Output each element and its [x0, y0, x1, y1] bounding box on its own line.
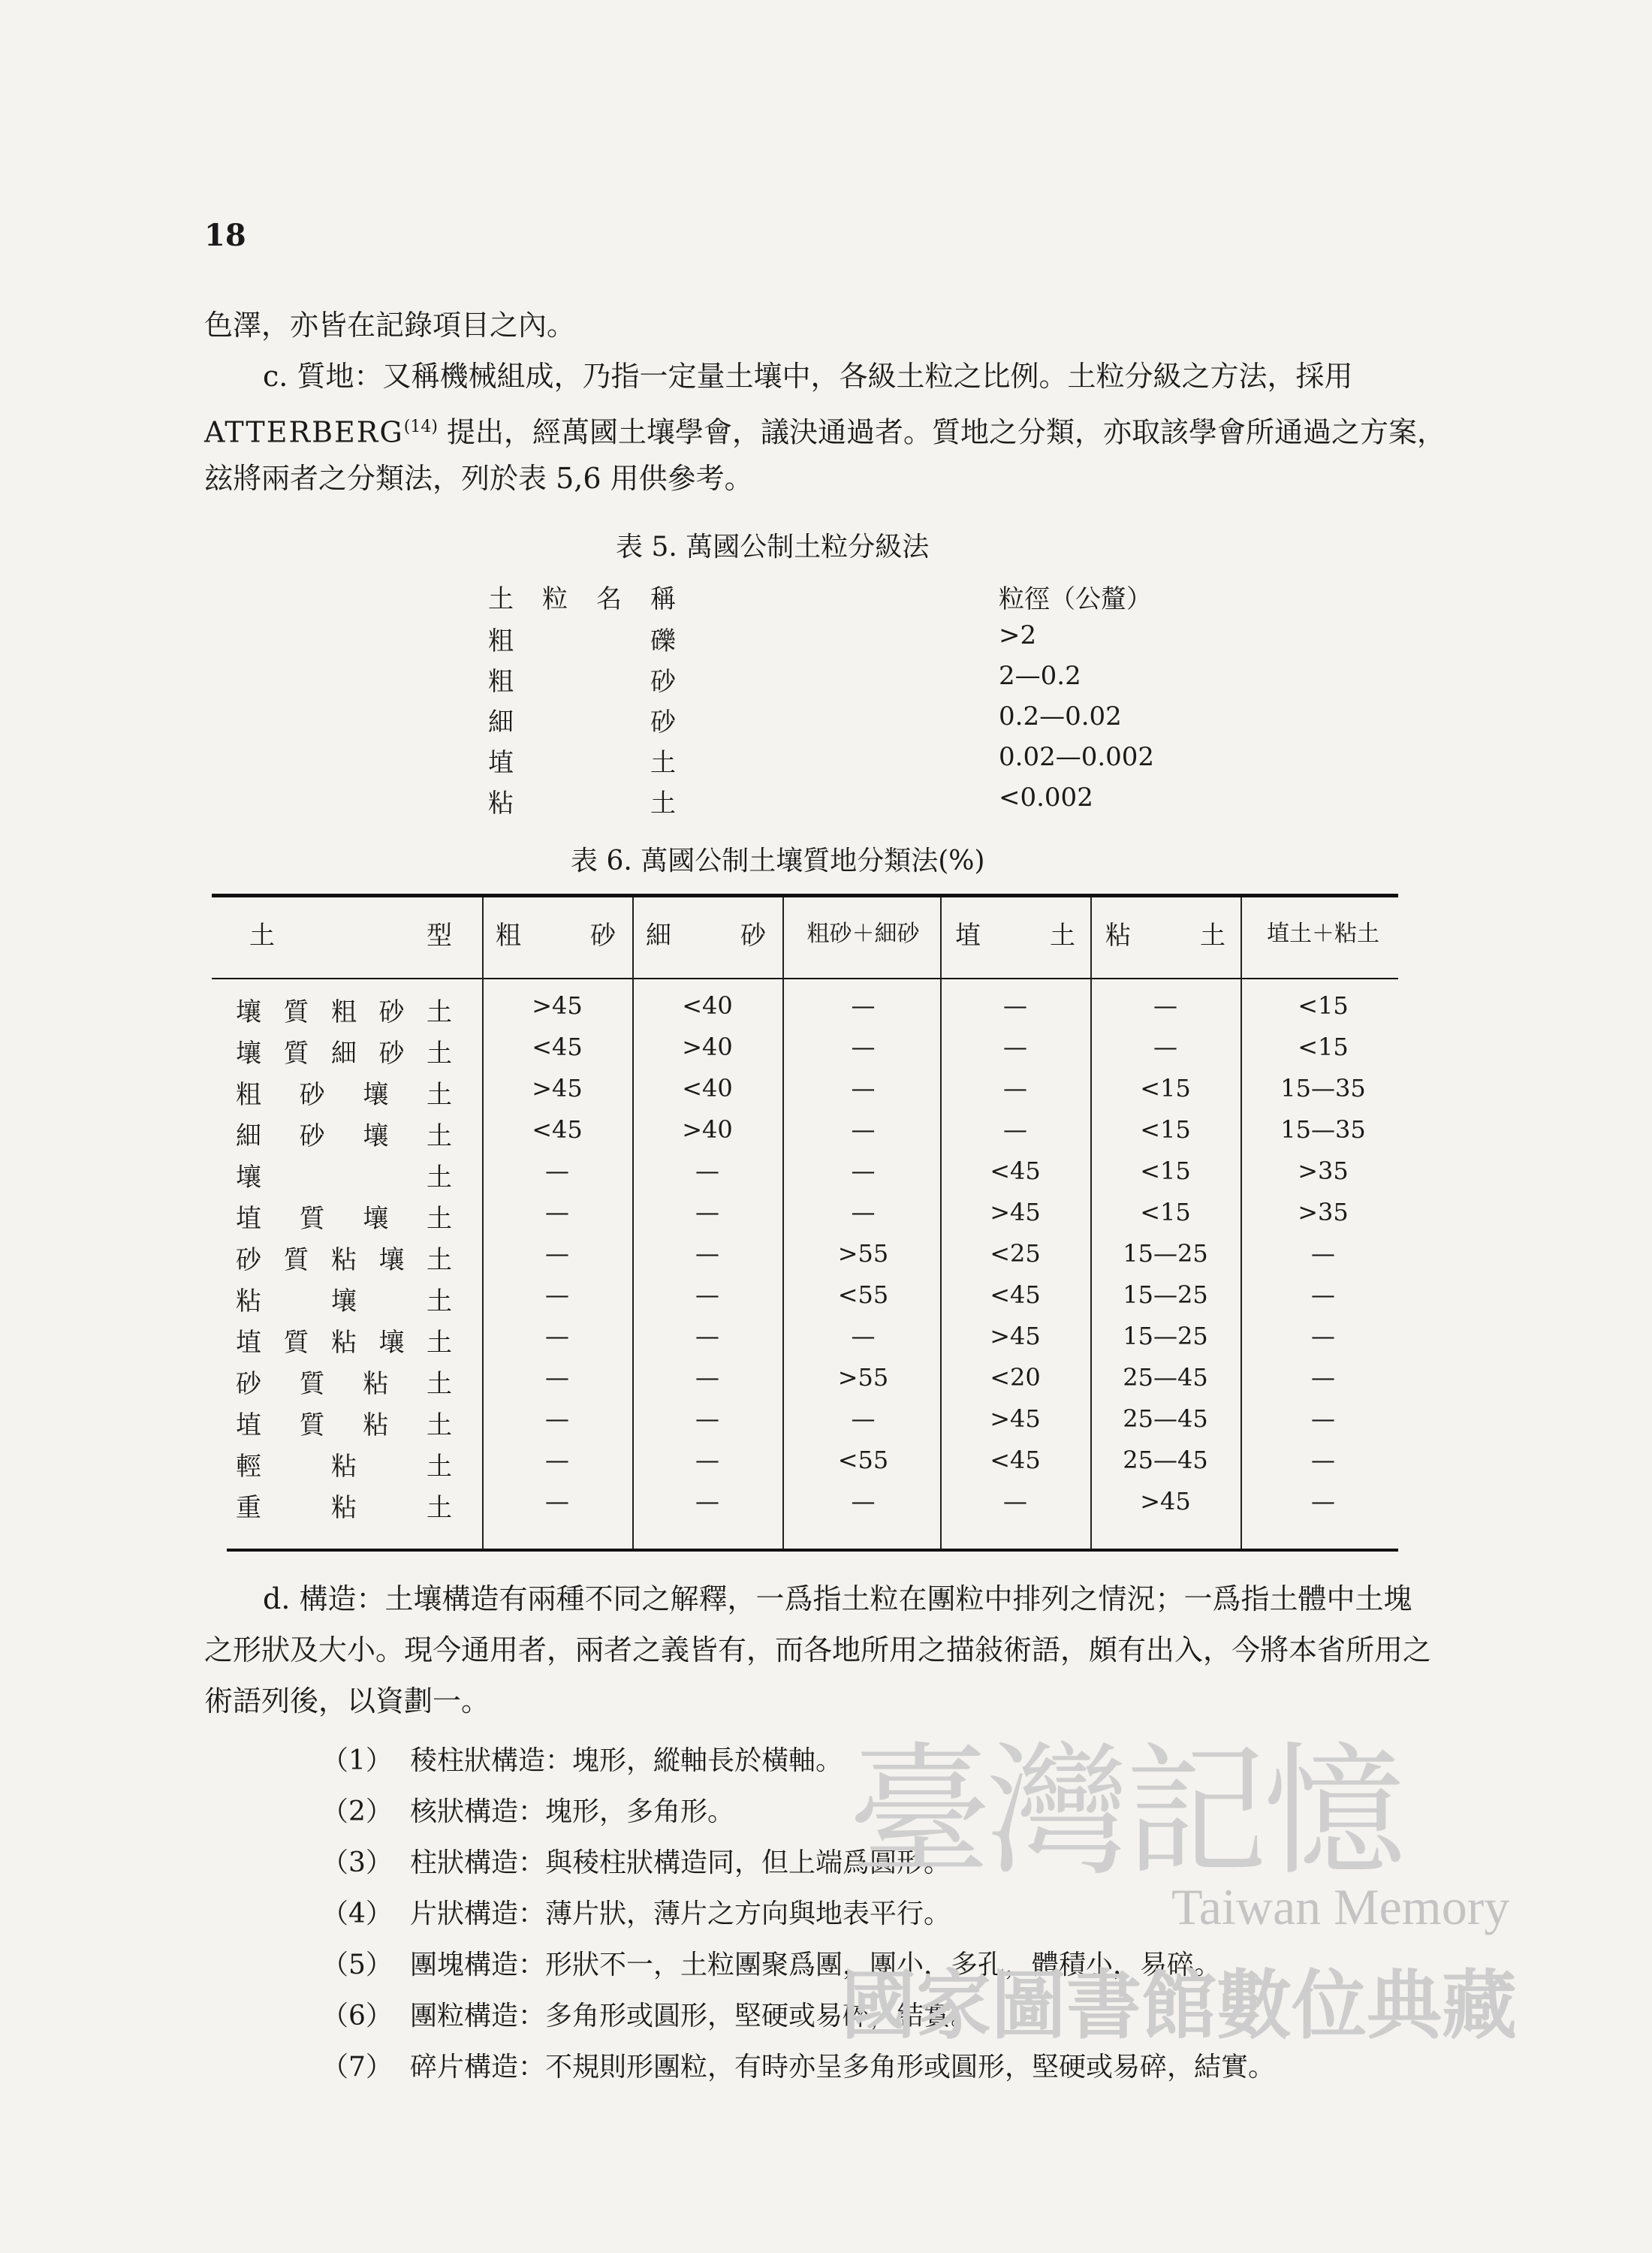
- type-char: 粘: [331, 1245, 357, 1275]
- type-char: 質: [283, 1039, 309, 1069]
- header-char: 土: [1200, 921, 1225, 951]
- section-d-line: 之形狀及大小。現今通用者，兩者之義皆有，而各地所用之描敍術語，頗有出入，今將本省所用之: [204, 1633, 1432, 1666]
- cell-sum: <55: [837, 1280, 889, 1309]
- watermark-title: 臺灣記憶: [849, 1729, 1402, 1895]
- list-text: 團粒構造：多角形或圓形，堅硬或易碎，結實。: [410, 2001, 978, 2031]
- type-char: 土: [427, 1163, 452, 1193]
- cell-silt-clay: —: [1311, 1280, 1335, 1309]
- table-rule: [212, 978, 1398, 979]
- list-text: 稜柱狀構造：塊形，縱軸長於橫軸。: [410, 1745, 843, 1776]
- structure-list-item: [321, 1739, 843, 1778]
- header-char: 土: [488, 584, 514, 614]
- cell-fine: —: [695, 1239, 719, 1268]
- table-row: [212, 1115, 1398, 1156]
- table5-caption: 表 5. 萬國公制土粒分級法: [616, 532, 930, 562]
- header-char: 型: [427, 921, 452, 951]
- table-row: [212, 1404, 1398, 1445]
- list-number: （5）: [321, 1950, 393, 1980]
- cell-silt-clay: —: [1311, 1487, 1335, 1516]
- name-char: 砂: [650, 667, 676, 697]
- header-silt-clay-sum: 埴土＋粘土: [1267, 921, 1379, 947]
- cell-coarse: —: [545, 1280, 569, 1309]
- cell-silt: <20: [990, 1363, 1041, 1392]
- particle-name: [488, 620, 676, 657]
- list-text: 核狀構造：塊形，多角形。: [410, 1796, 735, 1827]
- cell-clay: <15: [1140, 1157, 1191, 1185]
- header-coarse-sand: [496, 915, 616, 952]
- cell-clay: 15—25: [1123, 1322, 1208, 1350]
- table-row: [212, 1322, 1398, 1362]
- cell-sum: —: [851, 1487, 876, 1516]
- cell-fine: <40: [682, 991, 733, 1020]
- cell-clay: 25—45: [1123, 1446, 1208, 1474]
- cell-sum: >55: [837, 1239, 889, 1268]
- watermark-english: Taiwan Memory: [1171, 1878, 1510, 1935]
- header-char: 名: [596, 584, 622, 614]
- cell-sum: —: [851, 1033, 876, 1061]
- cell-fine: —: [695, 1446, 719, 1474]
- cell-silt-clay: >35: [1298, 1157, 1349, 1185]
- cell-coarse: —: [545, 1363, 569, 1392]
- soil-type: [236, 991, 452, 1028]
- section-d-line: d. 構造：土壤構造有兩種不同之解釋，一爲指土粒在團粒中排列之情況；一爲指土體中土塊: [263, 1582, 1412, 1615]
- cell-coarse: —: [545, 1487, 569, 1516]
- cell-clay: —: [1153, 1033, 1177, 1061]
- particle-size: <0.002: [999, 783, 1093, 813]
- cell-coarse: <45: [532, 1115, 583, 1144]
- header-char: 粘: [1105, 921, 1131, 951]
- header-char: 粒: [542, 584, 568, 614]
- type-char: 砂: [299, 1121, 325, 1151]
- type-char: 粘: [363, 1410, 389, 1440]
- type-char: 土: [427, 997, 452, 1027]
- cell-fine: >40: [682, 1115, 733, 1144]
- type-char: 壤: [363, 1080, 389, 1110]
- header-char: 土: [1050, 921, 1075, 951]
- header-type: [249, 915, 452, 952]
- table-row: [212, 1487, 1398, 1528]
- type-char: 砂: [378, 997, 405, 1027]
- type-char: 土: [427, 1245, 452, 1275]
- header-fine-sand: [646, 915, 766, 952]
- table-row: [212, 1157, 1398, 1197]
- cell-clay: <15: [1140, 1198, 1191, 1226]
- cell-sum: —: [851, 1198, 876, 1226]
- type-char: 壤: [363, 1204, 389, 1234]
- type-char: 壤: [378, 1328, 405, 1358]
- header-char: 埴: [955, 921, 981, 951]
- name-char: 粗: [488, 667, 514, 697]
- watermark-org: 國家圖書館數位典藏: [841, 1961, 1517, 2049]
- type-char: 壤: [331, 1286, 357, 1317]
- table-row: [212, 1446, 1398, 1486]
- cell-clay: 15—25: [1123, 1280, 1208, 1309]
- type-char: 砂: [236, 1369, 261, 1399]
- type-char: 重: [236, 1493, 261, 1523]
- table-row: [212, 1280, 1398, 1321]
- particle-size: >2: [999, 620, 1037, 650]
- type-char: 砂: [299, 1080, 325, 1110]
- cell-fine: —: [695, 1322, 719, 1350]
- type-char: 埴: [236, 1328, 261, 1358]
- header-clay: [1105, 915, 1225, 952]
- cell-silt-clay: <15: [1298, 1033, 1349, 1061]
- type-char: 質: [283, 1328, 309, 1358]
- cell-fine: <40: [682, 1074, 733, 1102]
- type-char: 土: [427, 1493, 452, 1523]
- type-char: 粘: [236, 1286, 261, 1317]
- soil-type: [236, 1033, 452, 1069]
- type-char: 質: [299, 1204, 325, 1234]
- table-rule: [227, 1549, 1398, 1552]
- cell-coarse: —: [545, 1157, 569, 1185]
- type-char: 粘: [331, 1328, 357, 1358]
- soil-type: [236, 1280, 452, 1317]
- type-char: 粗: [236, 1080, 261, 1110]
- cell-sum: <55: [837, 1446, 889, 1474]
- soil-type: [236, 1115, 452, 1152]
- table5-header-value: 粒徑（公釐）: [999, 584, 1152, 614]
- soil-type: [236, 1322, 452, 1359]
- table-row: [212, 1074, 1398, 1114]
- type-char: 質: [299, 1369, 325, 1399]
- cell-clay: <15: [1140, 1074, 1191, 1102]
- type-char: 埴: [236, 1410, 261, 1440]
- header-char: 砂: [590, 921, 616, 951]
- soil-type: [236, 1446, 452, 1482]
- type-char: 壤: [236, 1039, 261, 1069]
- cell-fine: —: [695, 1363, 719, 1392]
- soil-type: [236, 1074, 452, 1111]
- type-char: 土: [427, 1039, 452, 1069]
- cell-fine: —: [695, 1198, 719, 1226]
- section-d-line: 術語列後，以資劃一。: [204, 1684, 490, 1718]
- name-char: 礫: [650, 626, 676, 656]
- cell-silt: —: [1003, 1487, 1027, 1516]
- type-char: 壤: [363, 1121, 389, 1151]
- cell-sum: —: [851, 1074, 876, 1102]
- cell-clay: —: [1153, 991, 1177, 1020]
- cell-silt: <45: [990, 1157, 1041, 1185]
- header-char: 砂: [740, 921, 766, 951]
- cell-silt-clay: >35: [1298, 1198, 1349, 1226]
- type-char: 土: [426, 1369, 452, 1399]
- cell-clay: 15—25: [1123, 1239, 1208, 1268]
- cell-silt-clay: —: [1311, 1322, 1335, 1350]
- cell-clay: <15: [1140, 1115, 1191, 1144]
- cell-silt-clay: 15—35: [1280, 1074, 1366, 1102]
- list-number: （4）: [321, 1899, 393, 1929]
- section-c-line: c. 質地：又稱機械組成，乃指一定量土壤中，各級土粒之比例。土粒分級之方法，採用: [263, 360, 1353, 393]
- table-rule: [212, 894, 1398, 897]
- type-char: 土: [426, 1204, 452, 1234]
- cell-silt: >45: [990, 1404, 1041, 1433]
- table6-caption: 表 6. 萬國公制土壤質地分類法(%): [571, 846, 985, 876]
- structure-list-item: [321, 1790, 734, 1829]
- name-char: 埴: [488, 748, 514, 778]
- soil-type: [236, 1239, 452, 1276]
- cell-coarse: >45: [532, 991, 583, 1020]
- list-text: 柱狀構造：與稜柱狀構造同，但上端爲圓形。: [410, 1847, 951, 1878]
- cell-sum: >55: [837, 1363, 889, 1392]
- paragraph-line: 色澤，亦皆在記錄項目之內。: [204, 309, 576, 342]
- cell-silt: —: [1003, 991, 1027, 1020]
- cell-silt-clay: —: [1311, 1363, 1335, 1392]
- cell-sum: —: [851, 1115, 876, 1144]
- table-row: [212, 991, 1398, 1032]
- cell-silt: —: [1003, 1074, 1027, 1102]
- type-char: 土: [427, 1286, 452, 1317]
- particle-name: [488, 661, 676, 698]
- type-char: 土: [426, 1080, 452, 1110]
- table-row: [212, 1033, 1398, 1073]
- cell-coarse: >45: [532, 1074, 583, 1102]
- cell-silt: —: [1003, 1033, 1027, 1061]
- cell-coarse: —: [545, 1322, 569, 1350]
- cell-coarse: —: [545, 1198, 569, 1226]
- type-char: 壤: [236, 997, 261, 1027]
- type-char: 壤: [236, 1163, 261, 1193]
- type-char: 細: [331, 1039, 357, 1069]
- header-sand-sum: 粗砂＋細砂: [806, 921, 920, 947]
- header-char: 稱: [650, 584, 676, 614]
- cell-fine: >40: [682, 1033, 733, 1061]
- cell-sum: —: [851, 991, 876, 1020]
- soil-type: [236, 1363, 452, 1400]
- section-c-line: 玆將兩者之分類法，列於表 5,6 用供參考。: [204, 462, 753, 495]
- type-char: 土: [427, 1328, 452, 1358]
- soil-type: [236, 1157, 452, 1193]
- cell-sum: —: [851, 1404, 876, 1433]
- name-char: 土: [650, 789, 676, 819]
- cell-silt: >45: [990, 1322, 1041, 1350]
- name-char: 粗: [488, 626, 514, 656]
- page-number: 18: [204, 218, 246, 253]
- header-char: 土: [249, 921, 275, 951]
- table5-header-name: [488, 578, 676, 615]
- type-char: 砂: [236, 1245, 261, 1275]
- header-char: 粗: [496, 921, 521, 951]
- particle-size: 0.02—0.002: [999, 742, 1155, 772]
- header-char: 細: [646, 921, 671, 951]
- section-c-text: 提出，經萬國土壤學會，議決通過者。質地之分類，亦取該學會所通過之方案，: [437, 415, 1446, 449]
- type-char: 質: [283, 1245, 309, 1275]
- author-name: ATTERBERG: [204, 415, 404, 449]
- cell-silt-clay: <15: [1298, 991, 1349, 1020]
- name-char: 砂: [650, 707, 676, 737]
- particle-name: [488, 783, 676, 819]
- cell-coarse: —: [545, 1446, 569, 1474]
- soil-type: [236, 1198, 452, 1235]
- reference-mark: (14): [403, 418, 438, 436]
- name-char: 粘: [488, 789, 514, 819]
- particle-size: 2—0.2: [999, 661, 1081, 691]
- type-char: 埴: [236, 1204, 261, 1234]
- cell-silt-clay: —: [1311, 1239, 1335, 1268]
- list-text: 碎片構造：不規則形團粒，有時亦呈多角形或圓形，堅硬或易碎，結實。: [410, 2052, 1276, 2083]
- list-text: 團塊構造：形狀不一，土粒團聚爲團，團小，多孔，體積小，易碎。: [410, 1950, 1222, 1980]
- type-char: 質: [283, 997, 309, 1027]
- list-number: （2）: [321, 1796, 393, 1827]
- type-char: 粘: [331, 1493, 357, 1523]
- soil-type: [236, 1404, 452, 1441]
- cell-silt-clay: —: [1311, 1404, 1335, 1433]
- type-char: 壤: [378, 1245, 405, 1275]
- type-char: 質: [299, 1410, 325, 1440]
- list-number: （1）: [321, 1745, 393, 1776]
- table-row: [212, 1198, 1398, 1238]
- cell-sum: —: [851, 1322, 876, 1350]
- type-char: 細: [236, 1121, 261, 1151]
- list-number: （7）: [321, 2052, 393, 2083]
- table-row: [212, 1363, 1398, 1404]
- section-c-line: [204, 412, 1446, 448]
- cell-clay: 25—45: [1123, 1363, 1208, 1392]
- type-char: 粘: [363, 1369, 389, 1399]
- list-text: 片狀構造：薄片狀，薄片之方向與地表平行。: [410, 1899, 951, 1929]
- particle-name: [488, 742, 676, 779]
- particle-name: [488, 701, 676, 738]
- cell-fine: —: [695, 1487, 719, 1516]
- cell-silt: <25: [990, 1239, 1041, 1268]
- type-char: 粗: [331, 997, 357, 1027]
- cell-silt: >45: [990, 1198, 1041, 1226]
- type-char: 土: [426, 1410, 452, 1440]
- table-row: [212, 1239, 1398, 1280]
- cell-silt: —: [1003, 1115, 1027, 1144]
- cell-clay: >45: [1140, 1487, 1191, 1516]
- type-char: 輕: [236, 1452, 261, 1482]
- particle-size: 0.2—0.02: [999, 701, 1122, 731]
- cell-coarse: —: [545, 1239, 569, 1268]
- type-char: 粘: [331, 1452, 357, 1482]
- cell-clay: 25—45: [1123, 1404, 1208, 1433]
- type-char: 土: [427, 1452, 452, 1482]
- list-number: （6）: [321, 2001, 393, 2031]
- header-silt: [955, 915, 1075, 952]
- cell-silt-clay: —: [1311, 1446, 1335, 1474]
- list-number: （3）: [321, 1847, 393, 1878]
- cell-silt: <45: [990, 1280, 1041, 1309]
- type-char: 砂: [378, 1039, 405, 1069]
- name-char: 土: [650, 748, 676, 778]
- cell-sum: —: [851, 1157, 876, 1185]
- type-char: 土: [426, 1121, 452, 1151]
- soil-type: [236, 1487, 452, 1524]
- cell-fine: —: [695, 1404, 719, 1433]
- cell-fine: —: [695, 1157, 719, 1185]
- name-char: 細: [488, 707, 514, 737]
- cell-silt-clay: 15—35: [1280, 1115, 1366, 1144]
- cell-coarse: —: [545, 1404, 569, 1433]
- cell-coarse: <45: [532, 1033, 583, 1061]
- cell-fine: —: [695, 1280, 719, 1309]
- cell-silt: <45: [990, 1446, 1041, 1474]
